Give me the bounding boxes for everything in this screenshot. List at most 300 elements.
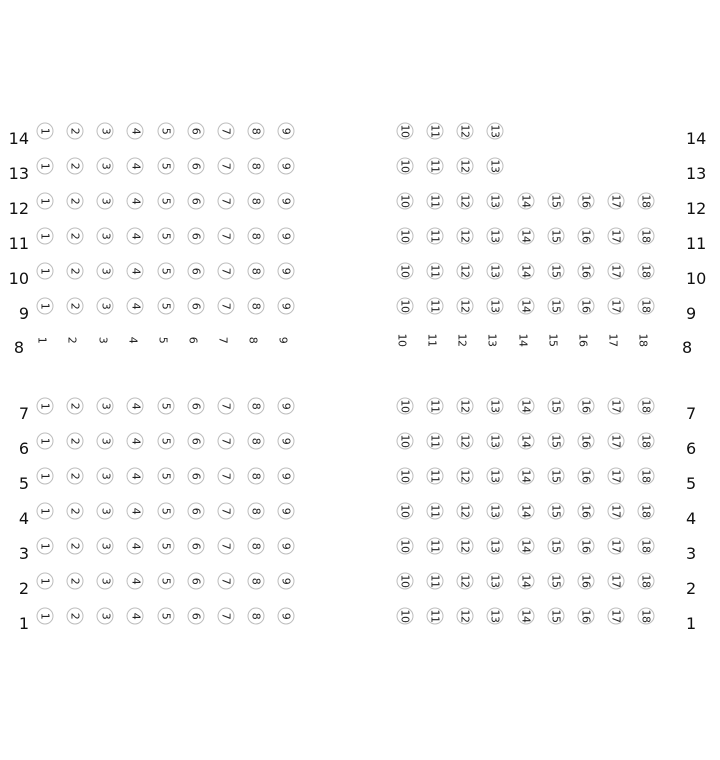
seat-r6-14[interactable] [517, 433, 534, 450]
seat-r3-1[interactable] [37, 538, 54, 555]
seat-r2-17[interactable] [607, 573, 624, 590]
seat-r14-7[interactable] [217, 123, 234, 140]
seat-r12-16[interactable] [577, 193, 594, 210]
seat-number: 2 [68, 197, 82, 205]
seat-number: 13 [488, 229, 502, 243]
seat-r10-3[interactable] [97, 263, 114, 280]
seat-r13-9[interactable] [278, 158, 295, 175]
seat-number: 16 [579, 194, 593, 208]
seat-r8-17[interactable] [604, 332, 621, 349]
seat-r2-16[interactable] [577, 573, 594, 590]
seat-r4-7[interactable] [217, 503, 234, 520]
seat-r1-9[interactable] [278, 608, 295, 625]
seat-r14-8[interactable] [247, 123, 264, 140]
seat-r2-14[interactable] [517, 573, 534, 590]
seat-r1-8[interactable] [247, 608, 264, 625]
seat-r5-15[interactable] [547, 468, 564, 485]
seat-r10-7[interactable] [217, 263, 234, 280]
seat-r13-7[interactable] [217, 158, 234, 175]
seat-r14-11[interactable] [427, 123, 444, 140]
seat-r8-14[interactable] [514, 332, 531, 349]
seat-r6-12[interactable] [457, 433, 474, 450]
seat-r10-2[interactable] [67, 263, 84, 280]
seat-r9-18[interactable] [638, 298, 655, 315]
seat-r9-3[interactable] [97, 298, 114, 315]
seat-r1-5[interactable] [157, 608, 174, 625]
seat-r11-14[interactable] [517, 228, 534, 245]
seat-r8-15[interactable] [544, 332, 561, 349]
seat-r13-13[interactable] [487, 158, 504, 175]
seat-r3-9[interactable] [278, 538, 295, 555]
seat-number: 12 [458, 264, 472, 278]
seat-r10-10[interactable] [397, 263, 414, 280]
seat-r7-10[interactable] [397, 398, 414, 415]
seat-r11-3[interactable] [97, 228, 114, 245]
seat-r13-4[interactable] [127, 158, 144, 175]
seat-r3-13[interactable] [487, 538, 504, 555]
seat-r2-13[interactable] [487, 573, 504, 590]
seat-r4-14[interactable] [517, 503, 534, 520]
seat-r13-3[interactable] [97, 158, 114, 175]
seat-r3-16[interactable] [577, 538, 594, 555]
seat-r2-9[interactable] [278, 573, 295, 590]
seat-number: 6 [186, 336, 200, 344]
seat-r10-14[interactable] [517, 263, 534, 280]
seat-number: 8 [249, 302, 263, 310]
seat-r12-11[interactable] [427, 193, 444, 210]
seat-r1-11[interactable] [427, 608, 444, 625]
seat-r6-9[interactable] [278, 433, 295, 450]
seat-number: 8 [249, 127, 263, 135]
seat-r8-18[interactable] [635, 332, 652, 349]
seat-number: 16 [579, 574, 593, 588]
seat-number: 9 [279, 127, 293, 135]
seat-number: 5 [159, 127, 172, 135]
seat-r2-10[interactable] [397, 573, 414, 590]
seat-r9-15[interactable] [547, 298, 564, 315]
row-label-right: 3 [686, 544, 697, 563]
seat-r1-18[interactable] [638, 608, 655, 625]
seat-r11-13[interactable] [487, 228, 504, 245]
seat-r9-4[interactable] [127, 298, 144, 315]
seat-r11-4[interactable] [127, 228, 144, 245]
seat-r14-12[interactable] [457, 123, 474, 140]
seat-r10-1[interactable] [37, 263, 54, 280]
seat-r7-2[interactable] [67, 398, 84, 415]
seat-r4-15[interactable] [547, 503, 564, 520]
seat-r12-15[interactable] [547, 193, 564, 210]
seat-r14-1[interactable] [37, 123, 54, 140]
seat-r6-17[interactable] [607, 433, 624, 450]
seat-number: 10 [398, 609, 412, 623]
seat-r9-12[interactable] [457, 298, 474, 315]
seat-r6-8[interactable] [247, 433, 264, 450]
seat-r14-5[interactable] [157, 123, 174, 140]
seat-r4-4[interactable] [127, 503, 144, 520]
seat-number: 7 [219, 232, 233, 240]
seat-number: 11 [428, 609, 442, 623]
seat-r12-3[interactable] [97, 193, 114, 210]
seat-r13-11[interactable] [427, 158, 444, 175]
seat-r13-6[interactable] [187, 158, 204, 175]
seat-r10-6[interactable] [187, 263, 204, 280]
seat-number: 9 [279, 472, 293, 480]
seat-r5-12[interactable] [457, 468, 474, 485]
seat-r8-1[interactable] [34, 332, 51, 349]
seat-r7-15[interactable] [547, 398, 564, 415]
seat-r8-11[interactable] [424, 332, 441, 349]
seat-r7-7[interactable] [217, 398, 234, 415]
seat-r12-17[interactable] [607, 193, 624, 210]
seat-r10-9[interactable] [278, 263, 295, 280]
seat-r9-17[interactable] [607, 298, 624, 315]
seat-r6-15[interactable] [547, 433, 564, 450]
seat-r10-8[interactable] [247, 263, 264, 280]
seat-r14-6[interactable] [187, 123, 204, 140]
seat-r10-4[interactable] [127, 263, 144, 280]
seat-r11-18[interactable] [638, 228, 655, 245]
seat-r7-3[interactable] [97, 398, 114, 415]
seat-r5-14[interactable] [517, 468, 534, 485]
seat-r4-2[interactable] [67, 503, 84, 520]
seat-number: 8 [249, 162, 263, 170]
seat-r13-8[interactable] [247, 158, 264, 175]
seat-r1-1[interactable] [37, 608, 54, 625]
seat-r12-9[interactable] [278, 193, 295, 210]
seat-r5-13[interactable] [487, 468, 504, 485]
seat-number: 10 [398, 399, 412, 413]
seat-r12-7[interactable] [217, 193, 234, 210]
seat-r7-14[interactable] [517, 398, 534, 415]
seat-r9-16[interactable] [577, 298, 594, 315]
seat-r11-5[interactable] [157, 228, 174, 245]
seat-r2-7[interactable] [217, 573, 234, 590]
seat-number: 4 [128, 577, 142, 585]
seat-r5-16[interactable] [577, 468, 594, 485]
seat-r9-6[interactable] [187, 298, 204, 315]
seat-r2-2[interactable] [67, 573, 84, 590]
seat-number: 16 [579, 299, 593, 313]
seat-number: 12 [458, 399, 472, 413]
seat-r5-2[interactable] [67, 468, 84, 485]
seat-r9-10[interactable] [397, 298, 414, 315]
seat-r1-16[interactable] [577, 608, 594, 625]
seat-r5-10[interactable] [397, 468, 414, 485]
seat-r7-18[interactable] [638, 398, 655, 415]
seat-r6-11[interactable] [427, 433, 444, 450]
seat-r1-10[interactable] [397, 608, 414, 625]
seat-r6-3[interactable] [97, 433, 114, 450]
seat-r7-1[interactable] [37, 398, 54, 415]
seat-r3-5[interactable] [157, 538, 174, 555]
seat-r9-9[interactable] [278, 298, 295, 315]
seat-r4-5[interactable] [157, 503, 174, 520]
seat-r11-12[interactable] [457, 228, 474, 245]
seat-r5-1[interactable] [37, 468, 54, 485]
seat-r12-14[interactable] [517, 193, 534, 210]
seat-r12-13[interactable] [487, 193, 504, 210]
seat-number: 11 [428, 194, 442, 208]
seat-r1-13[interactable] [487, 608, 504, 625]
seat-r11-6[interactable] [187, 228, 204, 245]
seat-r3-7[interactable] [217, 538, 234, 555]
seat-r8-4[interactable] [124, 332, 141, 349]
seat-r1-6[interactable] [187, 608, 204, 625]
seat-r5-9[interactable] [278, 468, 295, 485]
seat-r12-12[interactable] [457, 193, 474, 210]
seat-r8-8[interactable] [244, 332, 261, 349]
seat-r6-6[interactable] [187, 433, 204, 450]
seat-r3-6[interactable] [187, 538, 204, 555]
seat-r1-3[interactable] [97, 608, 114, 625]
seat-number: 5 [159, 612, 172, 620]
seat-r3-11[interactable] [427, 538, 444, 555]
seat-r4-12[interactable] [457, 503, 474, 520]
seat-number: 15 [546, 333, 560, 347]
seat-r4-13[interactable] [487, 503, 504, 520]
row-label-right: 6 [686, 439, 697, 458]
seat-r4-17[interactable] [607, 503, 624, 520]
seat-r7-12[interactable] [457, 398, 474, 415]
seat-r12-4[interactable] [127, 193, 144, 210]
seat-r7-16[interactable] [577, 398, 594, 415]
seat-number: 13 [485, 333, 499, 347]
seat-r6-7[interactable] [217, 433, 234, 450]
seat-r6-5[interactable] [157, 433, 174, 450]
seat-number: 4 [128, 472, 142, 480]
seat-r5-3[interactable] [97, 468, 114, 485]
seat-number: 10 [398, 469, 412, 483]
seat-r12-5[interactable] [157, 193, 174, 210]
seat-r7-4[interactable] [127, 398, 144, 415]
seat-r1-17[interactable] [607, 608, 624, 625]
seat-r10-18[interactable] [638, 263, 655, 280]
seat-r3-10[interactable] [397, 538, 414, 555]
seat-r7-8[interactable] [247, 398, 264, 415]
row-label-right: 10 [686, 269, 707, 288]
seat-r10-15[interactable] [547, 263, 564, 280]
seat-r3-15[interactable] [547, 538, 564, 555]
seat-r10-16[interactable] [577, 263, 594, 280]
seat-r2-5[interactable] [157, 573, 174, 590]
seat-number: 17 [609, 504, 623, 518]
seat-number: 1 [38, 162, 52, 170]
seat-r5-4[interactable] [127, 468, 144, 485]
seat-r6-1[interactable] [37, 433, 54, 450]
seat-r14-3[interactable] [97, 123, 114, 140]
seat-r11-16[interactable] [577, 228, 594, 245]
seat-r2-15[interactable] [547, 573, 564, 590]
seat-r8-5[interactable] [154, 332, 171, 349]
seat-r5-5[interactable] [157, 468, 174, 485]
seat-r4-3[interactable] [97, 503, 114, 520]
seat-r5-18[interactable] [638, 468, 655, 485]
seat-r13-10[interactable] [397, 158, 414, 175]
seat-r11-7[interactable] [217, 228, 234, 245]
seat-number: 9 [279, 542, 293, 550]
seat-r14-13[interactable] [487, 123, 504, 140]
seat-number: 7 [219, 437, 233, 445]
seat-r2-1[interactable] [37, 573, 54, 590]
seat-r2-18[interactable] [638, 573, 655, 590]
seat-r8-10[interactable] [394, 332, 411, 349]
seat-r6-2[interactable] [67, 433, 84, 450]
seat-r4-11[interactable] [427, 503, 444, 520]
seat-r11-8[interactable] [247, 228, 264, 245]
seat-r4-10[interactable] [397, 503, 414, 520]
seat-r12-1[interactable] [37, 193, 54, 210]
seat-r5-8[interactable] [247, 468, 264, 485]
seat-number: 8 [249, 437, 263, 445]
row-label-left: 1 [18, 614, 29, 633]
seat-number: 11 [428, 159, 442, 173]
seat-r1-7[interactable] [217, 608, 234, 625]
row-label-right: 13 [686, 164, 707, 183]
seat-r12-10[interactable] [397, 193, 414, 210]
seat-r11-17[interactable] [607, 228, 624, 245]
seat-number: 5 [159, 302, 172, 310]
seat-r8-16[interactable] [574, 332, 591, 349]
seat-r2-11[interactable] [427, 573, 444, 590]
seat-number: 17 [609, 299, 623, 313]
seat-r1-4[interactable] [127, 608, 144, 625]
seat-r14-9[interactable] [278, 123, 295, 140]
seat-r1-14[interactable] [517, 608, 534, 625]
seat-r5-7[interactable] [217, 468, 234, 485]
seat-r5-17[interactable] [607, 468, 624, 485]
seat-r8-6[interactable] [184, 332, 201, 349]
seat-r8-9[interactable] [275, 332, 292, 349]
seat-r10-12[interactable] [457, 263, 474, 280]
seat-r8-13[interactable] [484, 332, 501, 349]
seat-r7-11[interactable] [427, 398, 444, 415]
seat-r13-2[interactable] [67, 158, 84, 175]
seat-number: 3 [98, 507, 112, 515]
seat-number: 17 [609, 194, 623, 208]
seat-r8-7[interactable] [214, 332, 231, 349]
seat-r10-17[interactable] [607, 263, 624, 280]
seat-r13-1[interactable] [37, 158, 54, 175]
seat-r9-8[interactable] [247, 298, 264, 315]
seat-r2-6[interactable] [187, 573, 204, 590]
seat-r5-11[interactable] [427, 468, 444, 485]
seat-r1-12[interactable] [457, 608, 474, 625]
seat-r13-5[interactable] [157, 158, 174, 175]
seat-number: 9 [279, 302, 293, 310]
seat-number: 17 [609, 399, 623, 413]
seat-r11-11[interactable] [427, 228, 444, 245]
seat-r12-2[interactable] [67, 193, 84, 210]
seat-r4-9[interactable] [278, 503, 295, 520]
seat-number: 4 [125, 336, 139, 344]
seat-r14-4[interactable] [127, 123, 144, 140]
seat-r9-13[interactable] [487, 298, 504, 315]
seat-number: 2 [68, 612, 82, 620]
seat-r9-1[interactable] [37, 298, 54, 315]
seat-number: 6 [189, 437, 203, 445]
seat-r13-12[interactable] [457, 158, 474, 175]
seat-r11-1[interactable] [37, 228, 54, 245]
seat-r3-8[interactable] [247, 538, 264, 555]
seat-r10-5[interactable] [157, 263, 174, 280]
seat-number: 15 [549, 194, 563, 208]
seat-r7-5[interactable] [157, 398, 174, 415]
seat-r3-12[interactable] [457, 538, 474, 555]
seat-r2-8[interactable] [247, 573, 264, 590]
seat-r9-5[interactable] [157, 298, 174, 315]
seat-r8-3[interactable] [94, 332, 111, 349]
seat-number: 1 [38, 232, 52, 240]
seat-r1-15[interactable] [547, 608, 564, 625]
seat-number: 14 [519, 264, 532, 278]
seat-r12-18[interactable] [638, 193, 655, 210]
seat-r7-17[interactable] [607, 398, 624, 415]
seat-r1-2[interactable] [67, 608, 84, 625]
seat-r2-12[interactable] [457, 573, 474, 590]
seat-number: 3 [98, 437, 112, 445]
seat-r3-18[interactable] [638, 538, 655, 555]
seat-r8-2[interactable] [64, 332, 81, 349]
seat-r6-4[interactable] [127, 433, 144, 450]
seat-r6-10[interactable] [397, 433, 414, 450]
seat-r12-6[interactable] [187, 193, 204, 210]
seat-r5-6[interactable] [187, 468, 204, 485]
seat-r11-9[interactable] [278, 228, 295, 245]
seat-r2-3[interactable] [97, 573, 114, 590]
seat-r3-3[interactable] [97, 538, 114, 555]
seat-r7-6[interactable] [187, 398, 204, 415]
seat-r3-17[interactable] [607, 538, 624, 555]
seat-r6-13[interactable] [487, 433, 504, 450]
seat-number: 2 [68, 127, 82, 135]
seat-r6-16[interactable] [577, 433, 594, 450]
seat-r10-13[interactable] [487, 263, 504, 280]
row-label-left: 8 [13, 338, 24, 357]
seat-r11-15[interactable] [547, 228, 564, 245]
seat-r9-2[interactable] [67, 298, 84, 315]
seat-r3-2[interactable] [67, 538, 84, 555]
seat-r9-14[interactable] [517, 298, 534, 315]
seat-r7-13[interactable] [487, 398, 504, 415]
seat-r6-18[interactable] [638, 433, 655, 450]
seat-r4-18[interactable] [638, 503, 655, 520]
seat-r11-2[interactable] [67, 228, 84, 245]
seat-number: 17 [609, 574, 623, 588]
seat-number: 12 [458, 229, 472, 243]
seat-r14-2[interactable] [67, 123, 84, 140]
seat-r8-12[interactable] [454, 332, 471, 349]
seat-number: 9 [276, 336, 290, 344]
seat-r4-6[interactable] [187, 503, 204, 520]
seat-r11-10[interactable] [397, 228, 414, 245]
seat-number: 14 [519, 229, 532, 243]
seat-r7-9[interactable] [278, 398, 295, 415]
seat-r14-10[interactable] [397, 123, 414, 140]
seat-r4-8[interactable] [247, 503, 264, 520]
row-label-right: 5 [686, 474, 697, 493]
seat-r9-11[interactable] [427, 298, 444, 315]
row-label-left: 14 [8, 129, 29, 148]
seat-r4-16[interactable] [577, 503, 594, 520]
seat-r3-4[interactable] [127, 538, 144, 555]
seat-r12-8[interactable] [247, 193, 264, 210]
seat-r3-14[interactable] [517, 538, 534, 555]
seat-r4-1[interactable] [37, 503, 54, 520]
seat-r9-7[interactable] [217, 298, 234, 315]
seat-r2-4[interactable] [127, 573, 144, 590]
seat-number: 10 [398, 539, 412, 553]
seat-r10-11[interactable] [427, 263, 444, 280]
